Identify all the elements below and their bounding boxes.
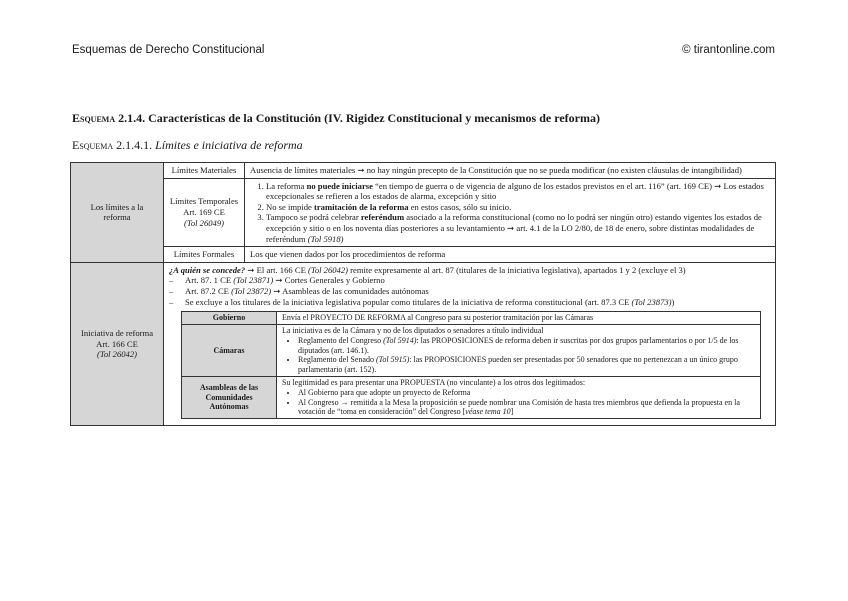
list-item: • Al Gobierno para que adopte un proyecto de Reforma	[298, 388, 755, 398]
asambleas-text	[277, 376, 761, 418]
list-item: • Reglamento del Senado (Tol 5915): las PROPOSICIONES pueden ser presentadas por 50 senadores que no pertenezcan a un único grupo parlamentario (art. 152).	[298, 355, 755, 375]
gobierno-text: Envía el PROYECTO DE REFORMA al Congreso para su posterior tramitación por las Cámaras	[277, 312, 761, 325]
subscheme-number: 2.1.4.1.	[116, 138, 153, 152]
table-row	[71, 163, 776, 179]
subscheme-title-text: Límites e iniciativa de reforma	[155, 138, 303, 152]
initiative-title: Iniciativa de reforma	[80, 328, 154, 339]
scheme-title-text: 2.1.4. Características de la Constitución (IV. Rigidez Constitucional y mecanismos de reforma)	[118, 111, 600, 125]
initiative-intro: ¿A quién se concede? ➞ El art. 166 CE (Tol 26042) remite expresamente al art. 87 (titulares de la iniciativa legislativa), apartados 1 y 2 (excluye el 3)	[169, 264, 686, 275]
camaras-intro: La iniciativa es de la Cámara y no de los diputados o senadores a título individual	[282, 325, 544, 335]
camaras-list	[282, 336, 755, 375]
list-item: 1. La reforma no puede iniciarse “en tiempo de guerra o de vigencia de alguno de los estados previstos en el art. 116” (art. 169 CE) ➞ Los estados excepcionales se refieren a los estados de alarma, excepción y sitio	[266, 181, 770, 202]
temporal-limits-article: Art. 169 CE	[183, 207, 225, 218]
table-row	[71, 178, 776, 247]
asambleas-label: Asambleas de las Comunidades Autónomas	[182, 376, 277, 418]
limits-section-label: Los límites a la reforma	[71, 163, 164, 263]
camaras-text	[277, 324, 761, 376]
scheme-label: Esquema	[72, 111, 116, 125]
temporal-limits-title: Límites Temporales	[169, 196, 239, 207]
gobierno-label: Gobierno	[182, 312, 277, 325]
list-item: 2. No se impide tramitación de la reforma en estos casos, sólo su inicio.	[266, 202, 770, 213]
temporal-limits-tol: (Tol 26049)	[183, 217, 225, 228]
table-row	[71, 262, 776, 425]
list-item: – Se excluye a los titulares de la iniciativa legislativa popular como titulares de la iniciativa de reforma constitucional (art. 87.3 CE (Tol 23873))	[169, 297, 770, 308]
temporal-limits-list	[250, 181, 770, 245]
material-limits-label: Límites Materiales	[164, 163, 245, 179]
table-row	[182, 312, 761, 325]
table-row	[182, 324, 761, 376]
initiative-content	[164, 262, 776, 425]
list-item: – Art. 87.2 CE (Tol 23872) ➞ Asambleas de las comunidades autónomas	[169, 286, 770, 297]
list-item: • Al Congreso → remitida a la Mesa la proposición se puede nombrar una Comisión de hasta tres miembros que defienda la propuesta en la votación de “toma en consideración” del Congreso [véase tema 10]	[298, 398, 755, 418]
running-header-site: © tirantonline.com	[682, 44, 775, 56]
material-limits-text: Ausencia de límites materiales ➞ no hay ningún precepto de la Constitución que no se pueda modificar (no existen cláusulas de intangibilidad)	[245, 163, 776, 179]
initiative-tol: (Tol 26042)	[96, 349, 138, 360]
temporal-limits-text	[245, 178, 776, 247]
formal-limits-label: Límites Formales	[164, 247, 245, 263]
list-item: 3. Tampoco se podrá celebrar referéndum asociado a la reforma constitucional (como no lo podrá ser ningún otro) estando vigentes los estados de excepción y sitio o en los noventa días posteriores a su levantamiento ➞ art. 4.1 de la LO 2/80, de 18 de enero, sobre distintas modalidades de referéndum (Tol 5918)	[266, 212, 770, 244]
initiative-section-label	[71, 262, 164, 425]
formal-limits-text: Los que vienen dados por los procedimientos de reforma	[245, 247, 776, 263]
list-item: • Reglamento del Congreso (Tol 5914): las PROPOSICIONES de reforma deben ir suscritas por dos grupos parlamentarios o por 1/5 de los diputados (art. 146.1).	[298, 336, 755, 356]
initiative-holders-table	[181, 311, 761, 419]
initiative-dash-list	[169, 275, 770, 307]
initiative-article: Art. 166 CE	[96, 338, 138, 349]
camaras-label: Cámaras	[182, 324, 277, 376]
temporal-limits-label	[164, 178, 245, 247]
list-item: – Art. 87. 1 CE (Tol 23871) ➞ Cortes Generales y Gobierno	[169, 275, 770, 286]
running-header-title: Esquemas de Derecho Constitucional	[72, 44, 265, 56]
subscheme-title	[72, 138, 303, 153]
asambleas-intro: Su legitimidad es para presentar una PROPUESTA (no vinculante) a los otros dos legitimados:	[282, 377, 586, 387]
asambleas-list	[282, 388, 755, 417]
scheme-table	[70, 162, 776, 426]
scheme-title	[72, 111, 600, 126]
table-row	[71, 247, 776, 263]
subscheme-label: Esquema	[72, 138, 114, 152]
table-row	[182, 376, 761, 418]
